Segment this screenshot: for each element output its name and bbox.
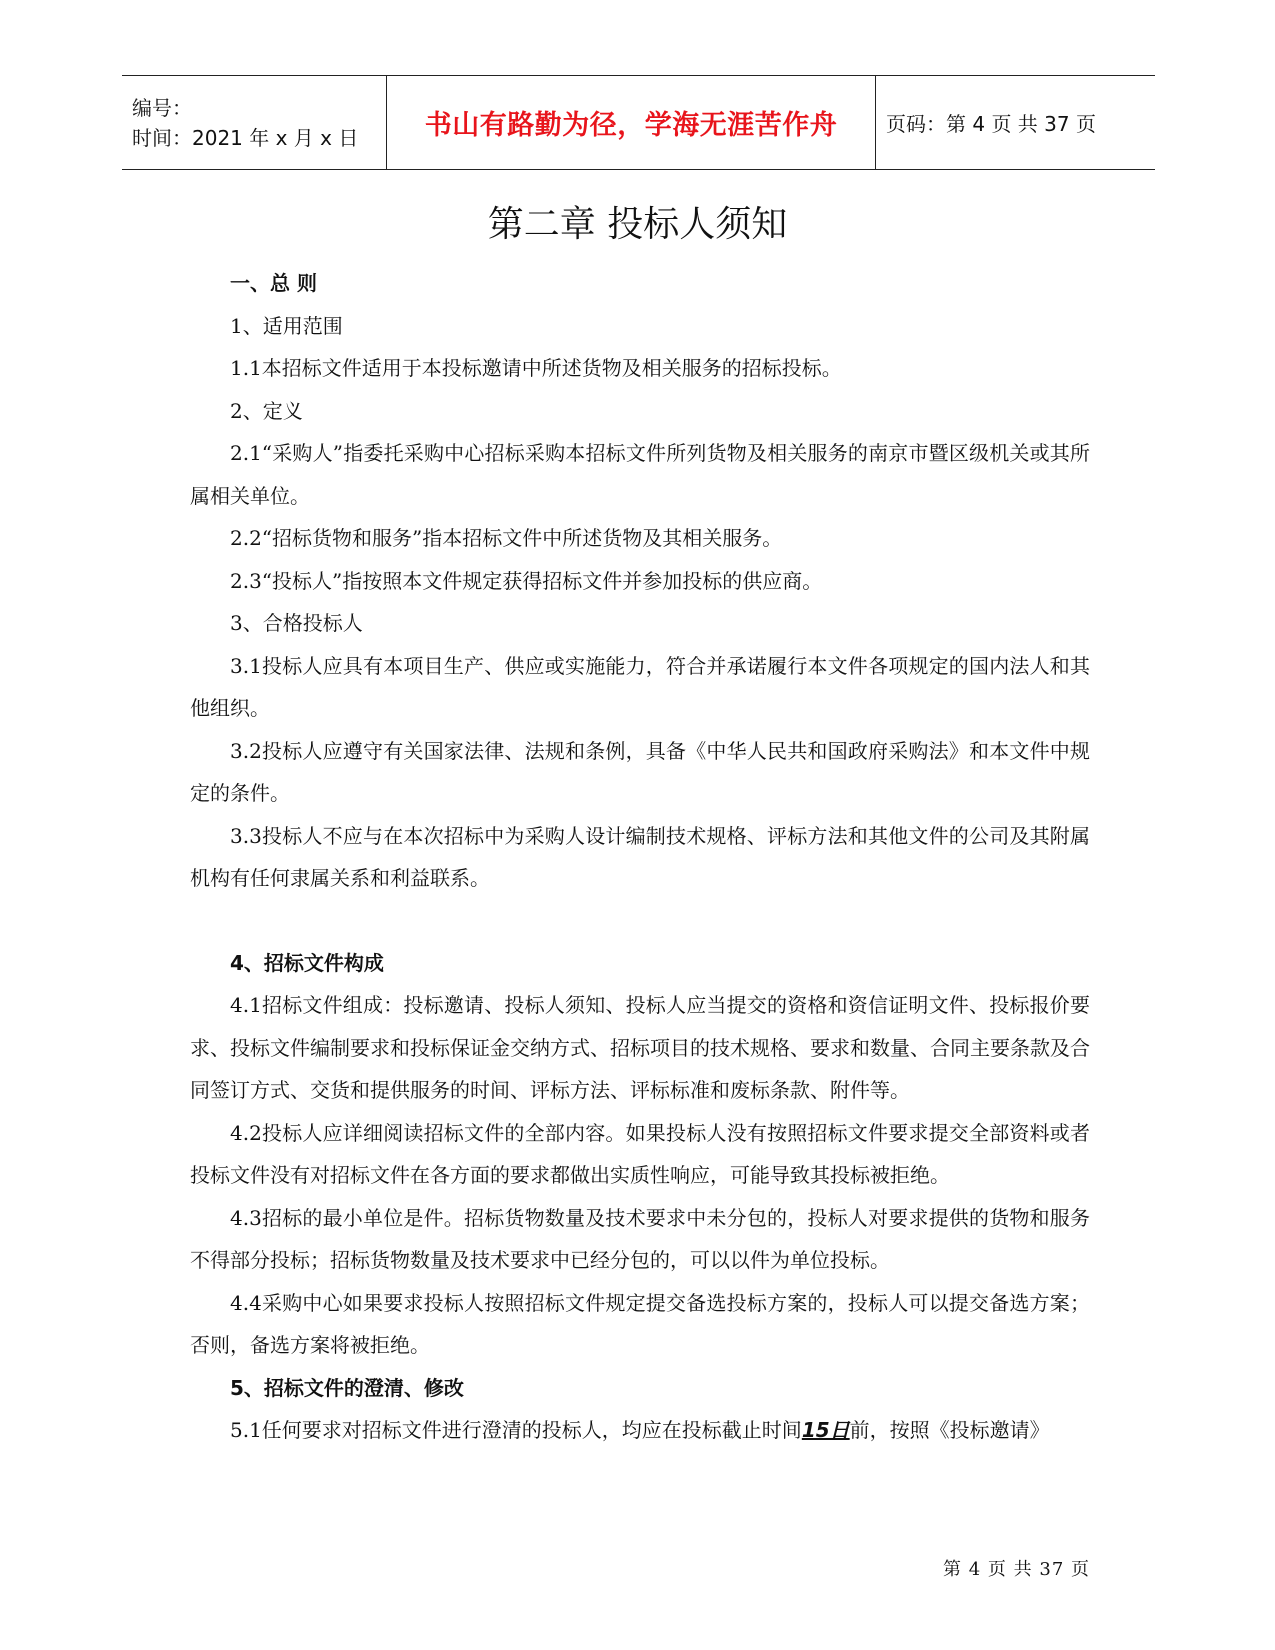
document-number: 编号：: [132, 95, 192, 120]
paragraph-2-1: 2.1“采购人”指委托采购中心招标采购本招标文件所列货物及相关服务的南京市暨区级机关或其所属相关单位。: [190, 441, 1090, 508]
section-heading-clarification: 5、招标文件的澄清、修改: [230, 1375, 464, 1400]
paragraph-3-1: 3.1投标人应具有本项目生产、供应或实施能力，符合并承诺履行本文件各项规定的国内法人和其他组织。: [190, 653, 1090, 720]
subsection-title-qualified-bidders: 3、合格投标人: [230, 611, 363, 635]
paragraph-5-1-text: 5.1任何要求对招标文件进行澄清的投标人，均应在投标截止时间: [230, 1418, 802, 1442]
paragraph-1-1: 1.1本招标文件适用于本投标邀请中所述货物及相关服务的招标投标。: [230, 356, 842, 380]
paragraph-5-1-text-end: 前，按照《投标邀请》: [849, 1418, 1050, 1442]
paragraph-2-2: 2.2“招标货物和服务”指本招标文件中所述货物及其相关服务。: [230, 526, 783, 550]
paragraph-4-2: 4.2投标人应详细阅读招标文件的全部内容。如果投标人没有按照招标文件要求提交全部资料或者投标文件没有对招标文件在各方面的要求都做出实质性响应，可能导致其投标被拒绝。: [190, 1120, 1090, 1187]
subsection-title-definitions: 2、定义: [230, 398, 303, 423]
paragraph-4-3: 4.3招标的最小单位是件。招标货物数量及技术要求中未分包的，投标人对要求提供的货物和服务不得部分投标；招标货物数量及技术要求中已经分包的，可以以件为单位投标。: [190, 1205, 1090, 1272]
section-heading-general: 一、总 则: [230, 271, 317, 295]
page-header: [122, 75, 1155, 170]
document-date: 时间：2021 年 x 月 x 日: [132, 125, 359, 150]
paragraph-3-3: 3.3投标人不应与在本次招标中为采购人设计编制技术规格、评标方法和其他文件的公司及其附属机构有任何隶属关系和利益联系。: [190, 823, 1090, 890]
subsection-title-scope: 1、适用范围: [230, 313, 343, 338]
chapter-title: 第二章 投标人须知: [487, 204, 788, 245]
page-footer: 第 4 页 共 37 页: [943, 1559, 1090, 1580]
document-body: [190, 262, 1090, 1452]
paragraph-5-1: [190, 1409, 1090, 1452]
paragraph-3-2: 3.2投标人应遵守有关国家法律、法规和条例，具备《中华人民共和国政府采购法》和本文件中规定的条件。: [190, 738, 1090, 805]
header-motto: 书山有路勤为径，学海无涯苦作舟: [386, 76, 876, 169]
paragraph-4-4: 4.4采购中心如果要求投标人按照招标文件规定提交备选投标方案的，投标人可以提交备选方案；否则，备选方案将被拒绝。: [190, 1290, 1090, 1357]
header-page-number: 页码：第 4 页 共 37 页: [886, 112, 1096, 136]
section-heading-document-composition: 4、招标文件构成: [230, 950, 384, 975]
header-meta: [122, 76, 386, 169]
paragraph-4-1: 4.1招标文件组成：投标邀请、投标人须知、投标人应当提交的资格和资信证明文件、投标报价要求、投标文件编制要求和投标保证金交纳方式、招标项目的技术规格、要求和数量、合同主要条款及合同签订方式、交货和提供服务的时间、评标方法、评标标准和废标条款、附件等。: [190, 993, 1090, 1102]
deadline-days: 15日: [801, 1418, 850, 1442]
paragraph-2-3: 2.3“投标人”指按照本文件规定获得招标文件并参加投标的供应商。: [230, 568, 823, 593]
